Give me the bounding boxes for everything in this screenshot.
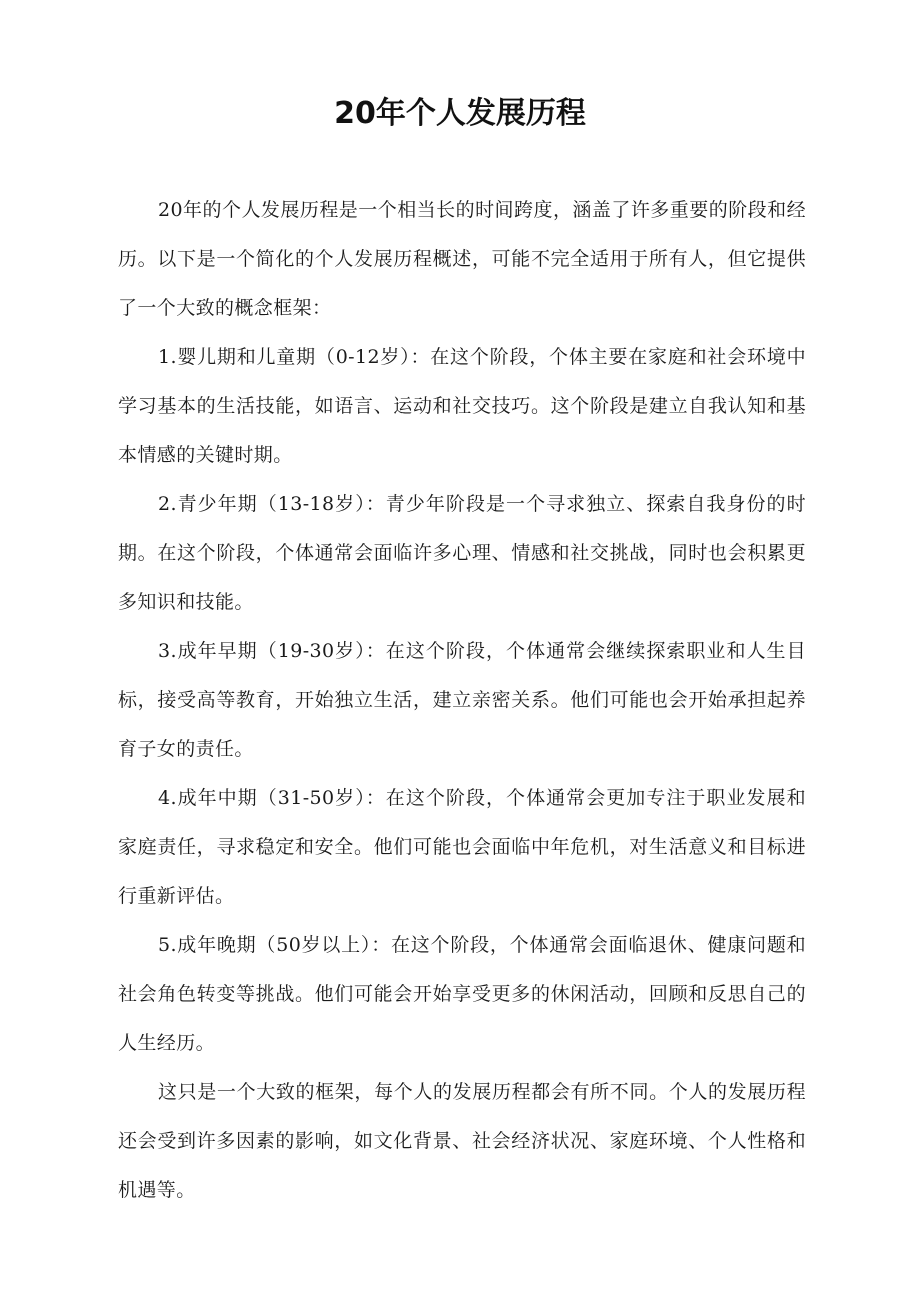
conclusion-paragraph: 这只是一个大致的框架，每个人的发展历程都会有所不同。个人的发展历程还会受到许多因素的影响，如文化背景、社会经济状况、家庭环境、个人性格和机遇等。 — [118, 1081, 806, 1201]
intro-paragraph: 20年的个人发展历程是一个相当长的时间跨度，涵盖了许多重要的阶段和经历。以下是一个简化的个人发展历程概述，可能不完全适用于所有人，但它提供了一个大致的概念框架： — [118, 199, 806, 319]
document-title: 20年个人发展历程 — [334, 96, 586, 131]
stage-2-paragraph: 2.青少年期（13-18岁）：青少年阶段是一个寻求独立、探索自我身份的时期。在这个阶段，个体通常会面临许多心理、情感和社交挑战，同时也会积累更多知识和技能。 — [118, 493, 806, 613]
document-body — [118, 186, 806, 1215]
stage-1-paragraph: 1.婴儿期和儿童期（0-12岁）：在这个阶段，个体主要在家庭和社会环境中学习基本的生活技能，如语言、运动和社交技巧。这个阶段是建立自我认知和基本情感的关键时期。 — [118, 346, 806, 466]
stage-3-paragraph: 3.成年早期（19-30岁）：在这个阶段，个体通常会继续探索职业和人生目标，接受高等教育，开始独立生活，建立亲密关系。他们可能也会开始承担起养育子女的责任。 — [118, 640, 806, 760]
stage-4-paragraph: 4.成年中期（31-50岁）：在这个阶段，个体通常会更加专注于职业发展和家庭责任，寻求稳定和安全。他们可能也会面临中年危机，对生活意义和目标进行重新评估。 — [118, 787, 806, 907]
stage-5-paragraph: 5.成年晚期（50岁以上）：在这个阶段，个体通常会面临退休、健康问题和社会角色转变等挑战。他们可能会开始享受更多的休闲活动，回顾和反思自己的人生经历。 — [118, 934, 806, 1054]
